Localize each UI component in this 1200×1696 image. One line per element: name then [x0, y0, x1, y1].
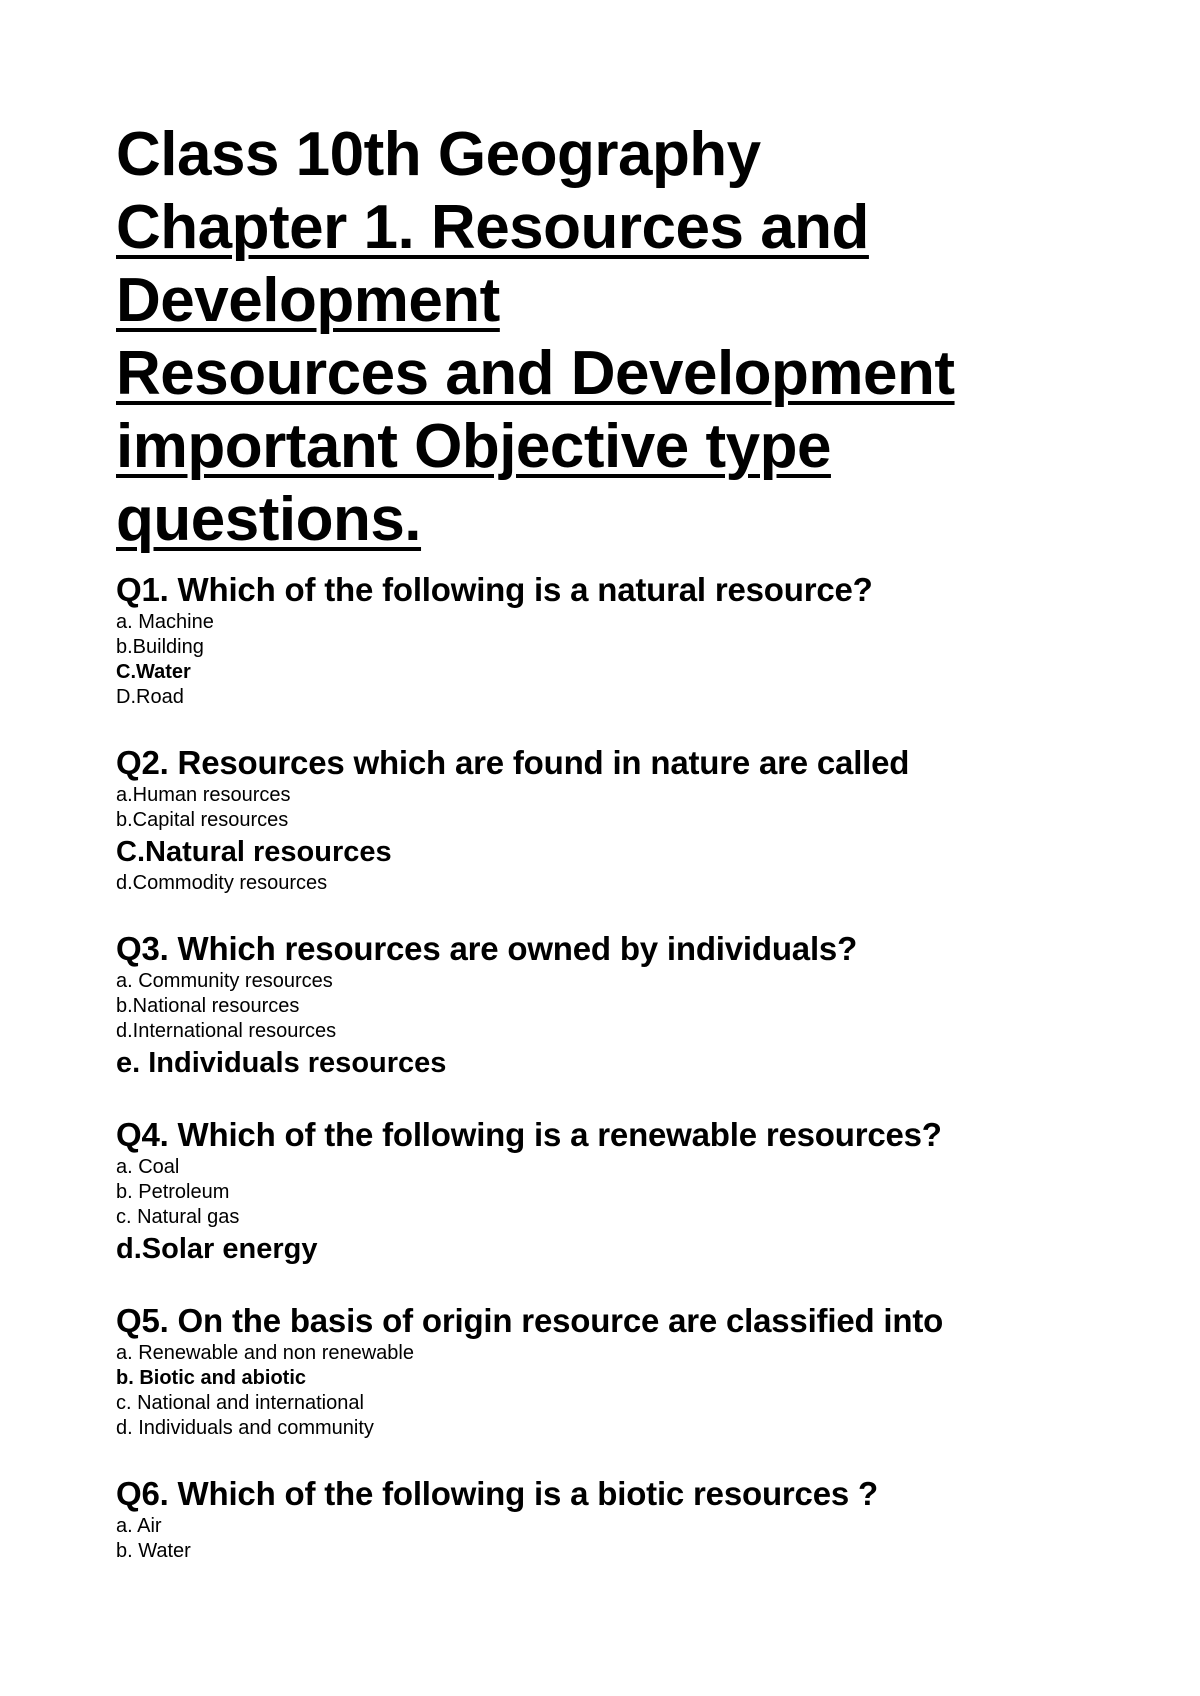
option-item: d. Individuals and community	[116, 1417, 374, 1439]
option-item: c. Natural gas	[116, 1206, 240, 1228]
answer-option: C.Water	[116, 661, 191, 683]
question-text: Q5. On the basis of origin resource are classified into	[116, 1302, 944, 1339]
answer-option: b. Biotic and abiotic	[116, 1367, 307, 1389]
option-list	[116, 610, 1116, 710]
question-1	[116, 570, 1116, 710]
option-item: a. Community resources	[116, 970, 333, 992]
question-text: Q4. Which of the following is a renewable resources?	[116, 1116, 942, 1153]
option-item: a. Air	[116, 1515, 162, 1537]
question-text: Q1. Which of the following is a natural resource?	[116, 571, 873, 608]
option-item: a. Coal	[116, 1156, 180, 1178]
question-3	[116, 929, 1116, 1082]
option-list	[116, 1514, 1116, 1564]
option-item: b.Building	[116, 636, 204, 658]
title-chapter-line: Chapter 1. Resources and	[116, 193, 869, 262]
question-5	[116, 1301, 1116, 1441]
option-item: c. National and international	[116, 1392, 364, 1414]
option-item: a. Renewable and non renewable	[116, 1342, 414, 1364]
option-item: b.Capital resources	[116, 809, 289, 831]
answer-option: e. Individuals resources	[116, 1047, 447, 1079]
question-4	[116, 1115, 1116, 1268]
option-list	[116, 1155, 1116, 1268]
question-text: Q2. Resources which are found in nature are called	[116, 744, 910, 781]
option-item: b. Water	[116, 1540, 191, 1562]
title-subtitle-line-3: questions.	[116, 485, 422, 554]
title-class-line: Class 10th Geography	[116, 120, 761, 189]
question-list	[116, 570, 1116, 1564]
answer-option: C.Natural resources	[116, 836, 392, 868]
option-item: b. Petroleum	[116, 1181, 230, 1203]
option-item: a.Human resources	[116, 784, 291, 806]
option-item: D.Road	[116, 686, 184, 708]
question-text: Q3. Which resources are owned by individuals?	[116, 930, 858, 967]
document-page	[116, 118, 1116, 1597]
option-item: a. Machine	[116, 611, 214, 633]
title-subtitle-line-2: important Objective type	[116, 412, 831, 481]
question-6	[116, 1474, 1116, 1564]
option-list	[116, 969, 1116, 1082]
question-text: Q6. Which of the following is a biotic resources ?	[116, 1475, 878, 1512]
title-subtitle-line: Resources and Development	[116, 339, 955, 408]
question-2	[116, 743, 1116, 896]
option-item: d.International resources	[116, 1020, 337, 1042]
option-item: b.National resources	[116, 995, 300, 1017]
document-title	[116, 118, 1116, 556]
option-list	[116, 1341, 1116, 1441]
option-item: d.Commodity resources	[116, 872, 328, 894]
title-chapter-line-cont: Development	[116, 266, 500, 335]
answer-option: d.Solar energy	[116, 1233, 318, 1265]
option-list	[116, 783, 1116, 896]
